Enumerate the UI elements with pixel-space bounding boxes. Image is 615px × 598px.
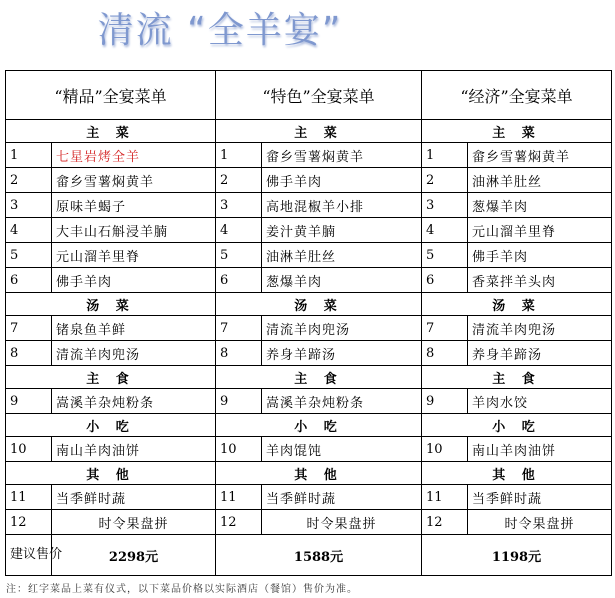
menu-price: 1588元 bbox=[216, 535, 422, 576]
dish-number: 1 bbox=[6, 143, 52, 168]
section-label: 其 他 bbox=[216, 462, 422, 485]
section-label: 主 菜 bbox=[216, 120, 422, 143]
dish-name: 原味羊蝎子 bbox=[52, 193, 216, 218]
dish-number: 11 bbox=[216, 485, 262, 510]
dish-number: 8 bbox=[6, 341, 52, 366]
dish-number: 6 bbox=[6, 268, 52, 293]
dish-name: 时令果盘拼 bbox=[468, 510, 612, 535]
dish-name: 元山溜羊里脊 bbox=[52, 243, 216, 268]
dish-number: 9 bbox=[6, 389, 52, 414]
dish-name: 畲乡雪薯焖黄羊 bbox=[468, 143, 612, 168]
price-label: 建议售价 bbox=[6, 535, 52, 576]
section-row bbox=[6, 462, 612, 485]
dish-name: 养身羊蹄汤 bbox=[262, 341, 422, 366]
menu-price: 1198元 bbox=[422, 535, 612, 576]
dish-number: 5 bbox=[216, 243, 262, 268]
section-row bbox=[6, 293, 612, 316]
dish-name: 油淋羊肚丝 bbox=[468, 168, 612, 193]
footnote: 注：红字菜品上菜有仪式，以下菜品价格以实际酒店（餐馆）售价为准。 bbox=[6, 584, 358, 595]
dish-number: 10 bbox=[6, 437, 52, 462]
dish-number: 12 bbox=[6, 510, 52, 535]
dish-row bbox=[6, 341, 612, 366]
dish-number: 7 bbox=[216, 316, 262, 341]
dish-row bbox=[6, 168, 612, 193]
dish-name: 元山溜羊里脊 bbox=[468, 218, 612, 243]
dish-row bbox=[6, 218, 612, 243]
dish-number: 2 bbox=[422, 168, 468, 193]
dish-name: 清流羊肉兜汤 bbox=[468, 316, 612, 341]
menu-table bbox=[5, 70, 612, 576]
dish-name: 嵩溪羊杂炖粉条 bbox=[262, 389, 422, 414]
dish-number: 1 bbox=[216, 143, 262, 168]
dish-name: 大丰山石斛浸羊腩 bbox=[52, 218, 216, 243]
section-label: 汤 菜 bbox=[6, 293, 216, 316]
dish-name: 佛手羊肉 bbox=[262, 168, 422, 193]
dish-name: 畲乡雪薯焖黄羊 bbox=[52, 168, 216, 193]
menu-header-row bbox=[6, 71, 612, 120]
dish-row bbox=[6, 316, 612, 341]
dish-name: 清流羊肉兜汤 bbox=[52, 341, 216, 366]
dish-name: 南山羊肉油饼 bbox=[52, 437, 216, 462]
section-label: 主 食 bbox=[422, 366, 612, 389]
section-label: 小 吃 bbox=[6, 414, 216, 437]
menu-column-header: “精品”全宴菜单 bbox=[6, 71, 216, 120]
dish-number: 10 bbox=[216, 437, 262, 462]
dish-number: 3 bbox=[216, 193, 262, 218]
section-label: 主 菜 bbox=[422, 120, 612, 143]
section-label: 小 吃 bbox=[216, 414, 422, 437]
dish-name: 佛手羊肉 bbox=[468, 243, 612, 268]
dish-number: 4 bbox=[422, 218, 468, 243]
dish-name: 南山羊肉油饼 bbox=[468, 437, 612, 462]
dish-name: 当季鲜时蔬 bbox=[52, 485, 216, 510]
dish-number: 12 bbox=[422, 510, 468, 535]
dish-name: 养身羊蹄汤 bbox=[468, 341, 612, 366]
dish-number: 11 bbox=[422, 485, 468, 510]
section-label: 主 菜 bbox=[6, 120, 216, 143]
dish-row bbox=[6, 437, 612, 462]
dish-number: 8 bbox=[216, 341, 262, 366]
dish-name: 油淋羊肚丝 bbox=[262, 243, 422, 268]
section-label: 汤 菜 bbox=[216, 293, 422, 316]
dish-number: 5 bbox=[6, 243, 52, 268]
dish-name: 葱爆羊肉 bbox=[262, 268, 422, 293]
section-row bbox=[6, 366, 612, 389]
price-row bbox=[6, 535, 612, 576]
dish-name: 时令果盘拼 bbox=[262, 510, 422, 535]
dish-number: 6 bbox=[216, 268, 262, 293]
dish-number: 12 bbox=[216, 510, 262, 535]
dish-number: 8 bbox=[422, 341, 468, 366]
section-row bbox=[6, 120, 612, 143]
dish-name: 清流羊肉兜汤 bbox=[262, 316, 422, 341]
dish-name: 嵩溪羊杂炖粉条 bbox=[52, 389, 216, 414]
section-label: 其 他 bbox=[6, 462, 216, 485]
dish-name: 锗泉鱼羊鲜 bbox=[52, 316, 216, 341]
menu-price: 2298元 bbox=[52, 535, 216, 576]
dish-name: 畲乡雪薯焖黄羊 bbox=[262, 143, 422, 168]
dish-row bbox=[6, 389, 612, 414]
section-label: 汤 菜 bbox=[422, 293, 612, 316]
dish-number: 5 bbox=[422, 243, 468, 268]
dish-name: 当季鲜时蔬 bbox=[262, 485, 422, 510]
dish-row bbox=[6, 268, 612, 293]
page-title: 清流 “全羊宴” bbox=[97, 10, 343, 51]
section-label: 小 吃 bbox=[422, 414, 612, 437]
dish-name: 当季鲜时蔬 bbox=[468, 485, 612, 510]
dish-number: 9 bbox=[216, 389, 262, 414]
dish-name: 香菜拌羊头肉 bbox=[468, 268, 612, 293]
menu-column-header: “特色”全宴菜单 bbox=[216, 71, 422, 120]
menu-column-header: “经济”全宴菜单 bbox=[422, 71, 612, 120]
dish-row bbox=[6, 193, 612, 218]
dish-number: 3 bbox=[6, 193, 52, 218]
dish-name: 七星岩烤全羊 bbox=[52, 143, 216, 168]
section-label: 主 食 bbox=[6, 366, 216, 389]
dish-name: 佛手羊肉 bbox=[52, 268, 216, 293]
dish-name: 姜汁黄羊腩 bbox=[262, 218, 422, 243]
dish-number: 2 bbox=[216, 168, 262, 193]
dish-number: 6 bbox=[422, 268, 468, 293]
dish-number: 4 bbox=[216, 218, 262, 243]
dish-row bbox=[6, 510, 612, 535]
dish-row bbox=[6, 243, 612, 268]
dish-number: 11 bbox=[6, 485, 52, 510]
section-label: 其 他 bbox=[422, 462, 612, 485]
dish-number: 7 bbox=[422, 316, 468, 341]
dish-number: 7 bbox=[6, 316, 52, 341]
dish-row bbox=[6, 143, 612, 168]
dish-number: 4 bbox=[6, 218, 52, 243]
dish-name: 羊肉馄饨 bbox=[262, 437, 422, 462]
dish-name: 羊肉水饺 bbox=[468, 389, 612, 414]
dish-row bbox=[6, 485, 612, 510]
section-label: 主 食 bbox=[216, 366, 422, 389]
dish-number: 1 bbox=[422, 143, 468, 168]
dish-number: 9 bbox=[422, 389, 468, 414]
dish-name: 葱爆羊肉 bbox=[468, 193, 612, 218]
dish-number: 3 bbox=[422, 193, 468, 218]
dish-name: 时令果盘拼 bbox=[52, 510, 216, 535]
section-row bbox=[6, 414, 612, 437]
dish-number: 2 bbox=[6, 168, 52, 193]
dish-name: 高地混椒羊小排 bbox=[262, 193, 422, 218]
dish-number: 10 bbox=[422, 437, 468, 462]
